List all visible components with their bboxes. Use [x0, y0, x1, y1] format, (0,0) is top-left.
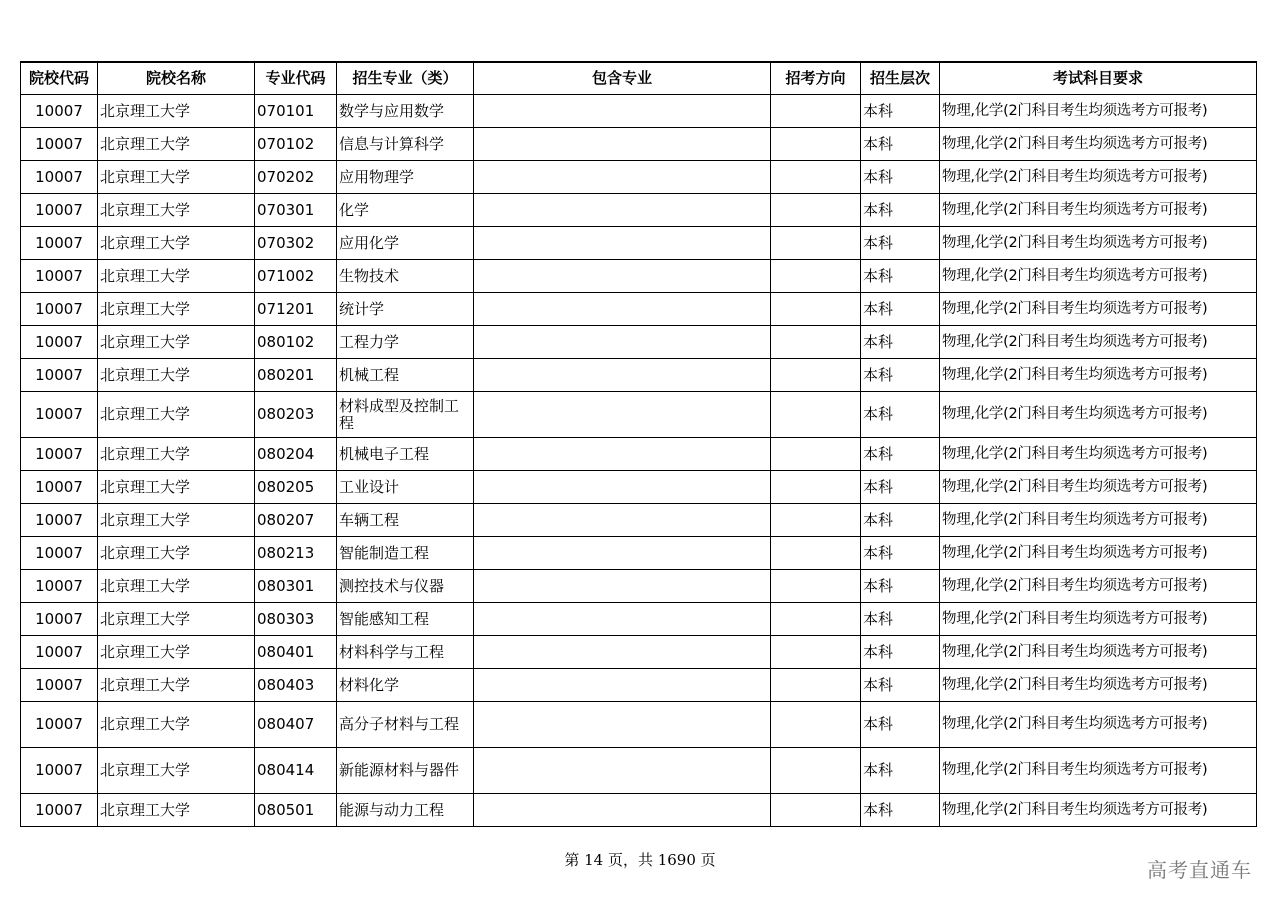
cell-included-majors — [474, 570, 771, 603]
cell-school-name: 北京理工大学 — [98, 194, 255, 227]
cell-school-name: 北京理工大学 — [98, 570, 255, 603]
cell-major-code: 071201 — [255, 293, 337, 326]
cell-level: 本科 — [861, 702, 940, 748]
cell-level: 本科 — [861, 326, 940, 359]
cell-school-name: 北京理工大学 — [98, 95, 255, 128]
table-row — [21, 537, 1257, 570]
cell-school-code: 10007 — [21, 359, 98, 392]
table-row — [21, 293, 1257, 326]
cell-school-name: 北京理工大学 — [98, 603, 255, 636]
cell-level: 本科 — [861, 537, 940, 570]
cell-included-majors — [474, 438, 771, 471]
cell-major: 新能源材料与器件 — [337, 748, 474, 794]
cell-direction — [771, 702, 861, 748]
cell-major-code: 080205 — [255, 471, 337, 504]
cell-included-majors — [474, 194, 771, 227]
table-header-row — [21, 62, 1257, 95]
cell-subject-requirement: 物理,化学(2门科目考生均须选考方可报考) — [940, 504, 1257, 537]
cell-school-name: 北京理工大学 — [98, 504, 255, 537]
cell-subject-requirement: 物理,化学(2门科目考生均须选考方可报考) — [940, 669, 1257, 702]
header-included-majors: 包含专业 — [474, 62, 771, 95]
table-row — [21, 161, 1257, 194]
cell-subject-requirement: 物理,化学(2门科目考生均须选考方可报考) — [940, 128, 1257, 161]
cell-included-majors — [474, 636, 771, 669]
cell-direction — [771, 326, 861, 359]
cell-major: 信息与计算科学 — [337, 128, 474, 161]
cell-school-code: 10007 — [21, 293, 98, 326]
cell-school-name: 北京理工大学 — [98, 128, 255, 161]
cell-direction — [771, 227, 861, 260]
table-row — [21, 260, 1257, 293]
cell-major: 材料成型及控制工程 — [337, 392, 474, 438]
cell-level: 本科 — [861, 471, 940, 504]
cell-major-code: 080201 — [255, 359, 337, 392]
cell-included-majors — [474, 128, 771, 161]
cell-school-code: 10007 — [21, 504, 98, 537]
cell-level: 本科 — [861, 194, 940, 227]
cell-direction — [771, 748, 861, 794]
cell-included-majors — [474, 260, 771, 293]
header-level: 招生层次 — [861, 62, 940, 95]
cell-direction — [771, 504, 861, 537]
cell-subject-requirement: 物理,化学(2门科目考生均须选考方可报考) — [940, 260, 1257, 293]
cell-major-code: 080403 — [255, 669, 337, 702]
cell-level: 本科 — [861, 260, 940, 293]
cell-school-code: 10007 — [21, 702, 98, 748]
cell-major: 车辆工程 — [337, 504, 474, 537]
table-row — [21, 128, 1257, 161]
cell-school-code: 10007 — [21, 603, 98, 636]
table-row — [21, 471, 1257, 504]
cell-school-name: 北京理工大学 — [98, 471, 255, 504]
cell-direction — [771, 636, 861, 669]
cell-major: 统计学 — [337, 293, 474, 326]
cell-major-code: 080102 — [255, 326, 337, 359]
table-row — [21, 504, 1257, 537]
cell-school-code: 10007 — [21, 194, 98, 227]
cell-level: 本科 — [861, 794, 940, 827]
cell-level: 本科 — [861, 669, 940, 702]
cell-subject-requirement: 物理,化学(2门科目考生均须选考方可报考) — [940, 194, 1257, 227]
cell-major-code: 070202 — [255, 161, 337, 194]
table-row — [21, 194, 1257, 227]
cell-direction — [771, 95, 861, 128]
cell-direction — [771, 669, 861, 702]
watermark-logo: 高考直通车 — [1147, 858, 1252, 882]
cell-subject-requirement: 物理,化学(2门科目考生均须选考方可报考) — [940, 95, 1257, 128]
cell-school-code: 10007 — [21, 570, 98, 603]
cell-included-majors — [474, 392, 771, 438]
cell-major-code: 080204 — [255, 438, 337, 471]
cell-subject-requirement: 物理,化学(2门科目考生均须选考方可报考) — [940, 636, 1257, 669]
table-row — [21, 227, 1257, 260]
cell-level: 本科 — [861, 95, 940, 128]
cell-direction — [771, 392, 861, 438]
cell-level: 本科 — [861, 392, 940, 438]
cell-major-code: 080414 — [255, 748, 337, 794]
cell-major: 生物技术 — [337, 260, 474, 293]
cell-major-code: 070301 — [255, 194, 337, 227]
cell-school-name: 北京理工大学 — [98, 227, 255, 260]
cell-direction — [771, 537, 861, 570]
cell-direction — [771, 128, 861, 161]
cell-major-code: 080401 — [255, 636, 337, 669]
cell-level: 本科 — [861, 570, 940, 603]
cell-included-majors — [474, 504, 771, 537]
table-row — [21, 95, 1257, 128]
cell-included-majors — [474, 471, 771, 504]
cell-level: 本科 — [861, 359, 940, 392]
cell-major: 高分子材料与工程 — [337, 702, 474, 748]
table-row — [21, 603, 1257, 636]
cell-major: 机械工程 — [337, 359, 474, 392]
table-row — [21, 570, 1257, 603]
cell-subject-requirement: 物理,化学(2门科目考生均须选考方可报考) — [940, 570, 1257, 603]
cell-major-code: 080207 — [255, 504, 337, 537]
cell-level: 本科 — [861, 603, 940, 636]
cell-direction — [771, 794, 861, 827]
cell-school-code: 10007 — [21, 260, 98, 293]
cell-subject-requirement: 物理,化学(2门科目考生均须选考方可报考) — [940, 227, 1257, 260]
cell-major-code: 080407 — [255, 702, 337, 748]
cell-school-code: 10007 — [21, 438, 98, 471]
cell-included-majors — [474, 293, 771, 326]
cell-school-name: 北京理工大学 — [98, 438, 255, 471]
cell-school-name: 北京理工大学 — [98, 669, 255, 702]
cell-direction — [771, 359, 861, 392]
header-direction: 招考方向 — [771, 62, 861, 95]
cell-school-name: 北京理工大学 — [98, 794, 255, 827]
table-row — [21, 702, 1257, 748]
cell-school-name: 北京理工大学 — [98, 537, 255, 570]
cell-major: 机械电子工程 — [337, 438, 474, 471]
cell-level: 本科 — [861, 161, 940, 194]
cell-subject-requirement: 物理,化学(2门科目考生均须选考方可报考) — [940, 471, 1257, 504]
cell-major: 智能感知工程 — [337, 603, 474, 636]
cell-school-name: 北京理工大学 — [98, 260, 255, 293]
cell-school-code: 10007 — [21, 392, 98, 438]
cell-subject-requirement: 物理,化学(2门科目考生均须选考方可报考) — [940, 326, 1257, 359]
cell-school-name: 北京理工大学 — [98, 702, 255, 748]
cell-subject-requirement: 物理,化学(2门科目考生均须选考方可报考) — [940, 392, 1257, 438]
cell-direction — [771, 471, 861, 504]
cell-included-majors — [474, 161, 771, 194]
cell-level: 本科 — [861, 636, 940, 669]
cell-major-code: 080301 — [255, 570, 337, 603]
cell-school-code: 10007 — [21, 128, 98, 161]
cell-school-code: 10007 — [21, 471, 98, 504]
cell-major-code: 070102 — [255, 128, 337, 161]
cell-included-majors — [474, 748, 771, 794]
cell-level: 本科 — [861, 293, 940, 326]
cell-level: 本科 — [861, 504, 940, 537]
cell-major: 工业设计 — [337, 471, 474, 504]
table-row — [21, 359, 1257, 392]
cell-school-code: 10007 — [21, 669, 98, 702]
cell-major-code: 080203 — [255, 392, 337, 438]
cell-direction — [771, 161, 861, 194]
cell-major: 应用物理学 — [337, 161, 474, 194]
cell-subject-requirement: 物理,化学(2门科目考生均须选考方可报考) — [940, 359, 1257, 392]
cell-school-name: 北京理工大学 — [98, 392, 255, 438]
cell-included-majors — [474, 359, 771, 392]
cell-level: 本科 — [861, 438, 940, 471]
cell-subject-requirement: 物理,化学(2门科目考生均须选考方可报考) — [940, 161, 1257, 194]
table-row — [21, 636, 1257, 669]
cell-major-code: 070302 — [255, 227, 337, 260]
cell-school-name: 北京理工大学 — [98, 293, 255, 326]
table-body — [21, 95, 1257, 827]
table-row — [21, 794, 1257, 827]
cell-major: 能源与动力工程 — [337, 794, 474, 827]
cell-included-majors — [474, 794, 771, 827]
cell-major: 化学 — [337, 194, 474, 227]
cell-level: 本科 — [861, 128, 940, 161]
cell-major: 应用化学 — [337, 227, 474, 260]
table-row — [21, 326, 1257, 359]
cell-school-code: 10007 — [21, 748, 98, 794]
cell-major: 测控技术与仪器 — [337, 570, 474, 603]
cell-direction — [771, 194, 861, 227]
cell-major: 工程力学 — [337, 326, 474, 359]
cell-school-code: 10007 — [21, 326, 98, 359]
cell-major: 智能制造工程 — [337, 537, 474, 570]
cell-subject-requirement: 物理,化学(2门科目考生均须选考方可报考) — [940, 438, 1257, 471]
table-row — [21, 392, 1257, 438]
cell-level: 本科 — [861, 748, 940, 794]
cell-included-majors — [474, 702, 771, 748]
cell-included-majors — [474, 326, 771, 359]
cell-major: 材料科学与工程 — [337, 636, 474, 669]
cell-included-majors — [474, 669, 771, 702]
cell-school-code: 10007 — [21, 794, 98, 827]
header-school-code: 院校代码 — [21, 62, 98, 95]
cell-direction — [771, 260, 861, 293]
cell-major-code: 080303 — [255, 603, 337, 636]
cell-major-code: 080213 — [255, 537, 337, 570]
cell-included-majors — [474, 227, 771, 260]
admission-requirements-table — [20, 61, 1257, 827]
table-row — [21, 669, 1257, 702]
cell-school-code: 10007 — [21, 537, 98, 570]
cell-school-code: 10007 — [21, 636, 98, 669]
cell-direction — [771, 570, 861, 603]
table-row — [21, 438, 1257, 471]
cell-subject-requirement: 物理,化学(2门科目考生均须选考方可报考) — [940, 794, 1257, 827]
cell-subject-requirement: 物理,化学(2门科目考生均须选考方可报考) — [940, 537, 1257, 570]
header-subject-requirement: 考试科目要求 — [940, 62, 1257, 95]
cell-school-code: 10007 — [21, 227, 98, 260]
page-footer: 第 14 页，共 1690 页 — [564, 851, 716, 869]
cell-included-majors — [474, 537, 771, 570]
cell-subject-requirement: 物理,化学(2门科目考生均须选考方可报考) — [940, 293, 1257, 326]
cell-major: 材料化学 — [337, 669, 474, 702]
cell-school-name: 北京理工大学 — [98, 636, 255, 669]
cell-school-name: 北京理工大学 — [98, 161, 255, 194]
cell-major-code: 071002 — [255, 260, 337, 293]
cell-subject-requirement: 物理,化学(2门科目考生均须选考方可报考) — [940, 603, 1257, 636]
cell-school-name: 北京理工大学 — [98, 359, 255, 392]
cell-direction — [771, 438, 861, 471]
cell-school-name: 北京理工大学 — [98, 748, 255, 794]
cell-major: 数学与应用数学 — [337, 95, 474, 128]
table-row — [21, 748, 1257, 794]
cell-level: 本科 — [861, 227, 940, 260]
cell-included-majors — [474, 95, 771, 128]
cell-subject-requirement: 物理,化学(2门科目考生均须选考方可报考) — [940, 748, 1257, 794]
header-major: 招生专业（类） — [337, 62, 474, 95]
cell-subject-requirement: 物理,化学(2门科目考生均须选考方可报考) — [940, 702, 1257, 748]
cell-major-code: 070101 — [255, 95, 337, 128]
cell-included-majors — [474, 603, 771, 636]
header-major-code: 专业代码 — [255, 62, 337, 95]
cell-school-code: 10007 — [21, 161, 98, 194]
cell-major-code: 080501 — [255, 794, 337, 827]
cell-school-code: 10007 — [21, 95, 98, 128]
cell-school-name: 北京理工大学 — [98, 326, 255, 359]
header-school-name: 院校名称 — [98, 62, 255, 95]
cell-direction — [771, 293, 861, 326]
cell-direction — [771, 603, 861, 636]
